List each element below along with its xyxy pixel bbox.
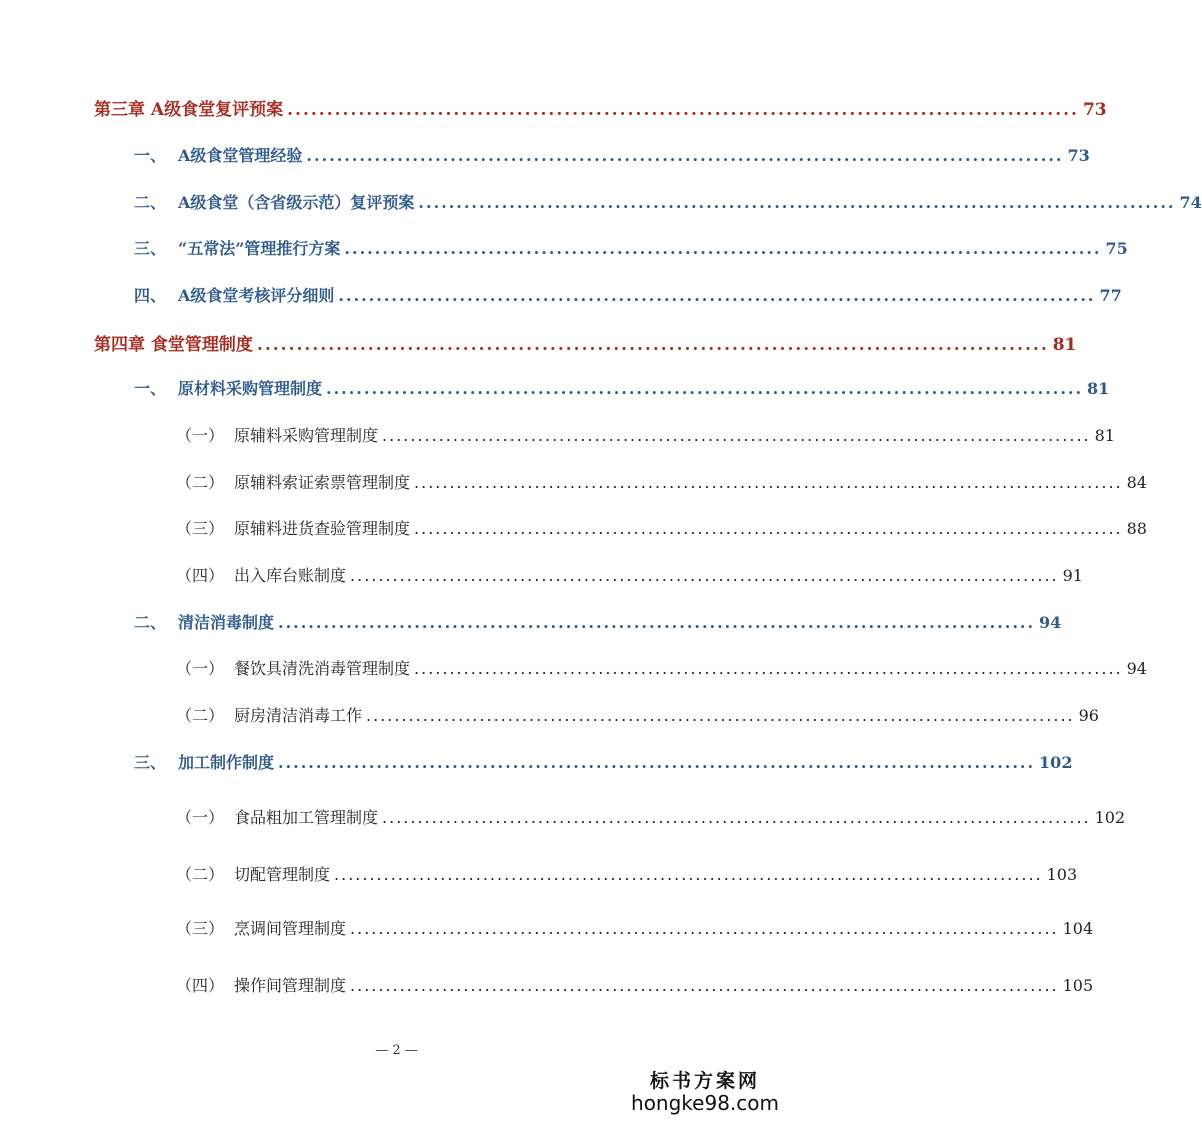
toc-leader-dots: .................................................................................................... [418,193,1176,212]
toc-entry-number: （二） [176,706,225,725]
toc-entry[interactable] [176,516,1147,539]
toc-entry-page: 73 [1067,146,1090,165]
toc-leader-dots: .................................................................................................... [256,335,1049,355]
toc-entry-page: 96 [1078,706,1099,725]
toc-leader-dots: .................................................................................................... [334,865,1043,884]
toc-entry-title: 原辅料索证索票管理制度 [234,473,411,492]
toc-entry[interactable] [134,283,1122,306]
toc-entry-number: （一） [176,808,225,827]
toc-entry-page: 91 [1062,566,1083,585]
toc-entry-title: 餐饮具清洗消毒管理制度 [234,659,411,678]
toc-entry-number: （二） [176,865,225,884]
toc-entry-title: 出入库台账制度 [234,566,347,585]
toc-entry[interactable] [134,376,1110,399]
toc-entry-number: （四） [176,566,225,585]
toc-entry[interactable] [176,423,1115,446]
toc-entry[interactable] [94,330,1077,355]
toc-entry-number: 三、 [134,753,167,772]
toc-entry-title: 厨房清洁消毒工作 [234,706,363,725]
toc-entry[interactable] [176,563,1083,586]
toc-entry[interactable] [176,470,1147,493]
toc-entry-title: 第三章 A级食堂复评预案 [94,100,284,120]
toc-leader-dots: .................................................................................................... [326,379,1084,398]
toc-entry-page: 73 [1082,100,1107,120]
toc-entry[interactable] [176,973,1094,996]
toc-entry-title: 原辅料进货查验管理制度 [234,519,411,538]
toc-leader-dots: .................................................................................................... [350,976,1059,995]
toc-entry-title: 加工制作制度 [178,753,275,772]
toc-entry-page: 77 [1099,286,1122,305]
toc-entry-page: 103 [1046,865,1078,884]
toc-entry[interactable] [94,95,1107,120]
toc-leader-dots: .................................................................................................... [414,659,1123,678]
toc-entry[interactable] [176,805,1126,828]
toc-entry-page: 102 [1094,808,1126,827]
toc-entry-number: （三） [176,519,225,538]
toc-entry-title: 切配管理制度 [234,865,331,884]
toc-entry-number: 三、 [134,239,167,258]
toc-entry-title: 原辅料采购管理制度 [234,426,379,445]
toc-entry-page: 105 [1062,976,1094,995]
toc-leader-dots: .................................................................................................... [414,473,1123,492]
toc-leader-dots: .................................................................................................... [414,519,1123,538]
toc-entry-number: （二） [176,473,225,492]
toc-leader-dots: .................................................................................................... [382,808,1091,827]
toc-leader-dots: .................................................................................................... [278,613,1036,632]
toc-entry[interactable] [176,862,1078,885]
watermark-url: hongke98.com [631,1091,779,1115]
watermark-name: 标书方案网 [650,1070,761,1092]
toc-entry-title: 原材料采购管理制度 [178,379,323,398]
toc-entry-title: 烹调间管理制度 [234,919,347,938]
toc-entry[interactable] [134,236,1128,259]
toc-entry[interactable] [134,143,1090,166]
toc-entry-title: A级食堂（含省级示范）复评预案 [178,193,415,212]
toc-entry-title: 清洁消毒制度 [178,613,275,632]
toc-entry-number: （一） [176,426,225,445]
toc-entry-number: 一、 [134,379,167,398]
toc-entry-title: “五常法”管理推行方案 [178,239,341,258]
toc-entry-page: 74 [1179,193,1202,212]
toc-entry-page: 94 [1039,613,1062,632]
toc-entry-title: 操作间管理制度 [234,976,347,995]
toc-entry[interactable] [176,916,1094,939]
toc-entry-title: 食品粗加工管理制度 [234,808,379,827]
toc-entry-page: 81 [1052,335,1077,355]
toc-entry-number: 四、 [134,286,167,305]
toc-entry-page: 102 [1039,753,1073,772]
toc-entry-number: 一、 [134,146,167,165]
toc-entry-number: （一） [176,659,225,678]
toc-leader-dots: .................................................................................................... [306,146,1064,165]
toc-entry-title: A级食堂管理经验 [178,146,303,165]
toc-entry-title: A级食堂考核评分细则 [178,286,335,305]
toc-entry-page: 75 [1105,239,1128,258]
toc-leader-dots: .................................................................................................... [338,286,1096,305]
site-watermark [631,1066,779,1115]
toc-entry-title: 第四章 食堂管理制度 [94,335,253,355]
toc-entry[interactable] [176,703,1099,726]
toc-leader-dots: .................................................................................................... [350,566,1059,585]
toc-leader-dots: .................................................................................................... [278,753,1036,772]
toc-entry[interactable] [134,750,1073,773]
page-number-footer: — 2 — [375,1043,418,1058]
toc-entry-number: （四） [176,976,225,995]
toc-entry-page: 81 [1087,379,1110,398]
toc-entry-number: 二、 [134,613,167,632]
toc-entry-page: 94 [1126,659,1147,678]
toc-entry-page: 88 [1126,519,1147,538]
toc-leader-dots: .................................................................................................... [366,706,1075,725]
toc-leader-dots: .................................................................................................... [350,919,1059,938]
toc-entry-page: 84 [1126,473,1147,492]
toc-entry-number: 二、 [134,193,167,212]
toc-entry[interactable] [176,656,1147,679]
toc-entry-number: （三） [176,919,225,938]
toc-entry[interactable] [134,190,1202,213]
toc-leader-dots: .................................................................................................... [344,239,1102,258]
toc-leader-dots: .................................................................................................... [382,426,1091,445]
toc-leader-dots: .................................................................................................... [287,100,1079,120]
toc-entry[interactable] [134,610,1062,633]
toc-entry-page: 81 [1094,426,1115,445]
toc-entry-page: 104 [1062,919,1094,938]
